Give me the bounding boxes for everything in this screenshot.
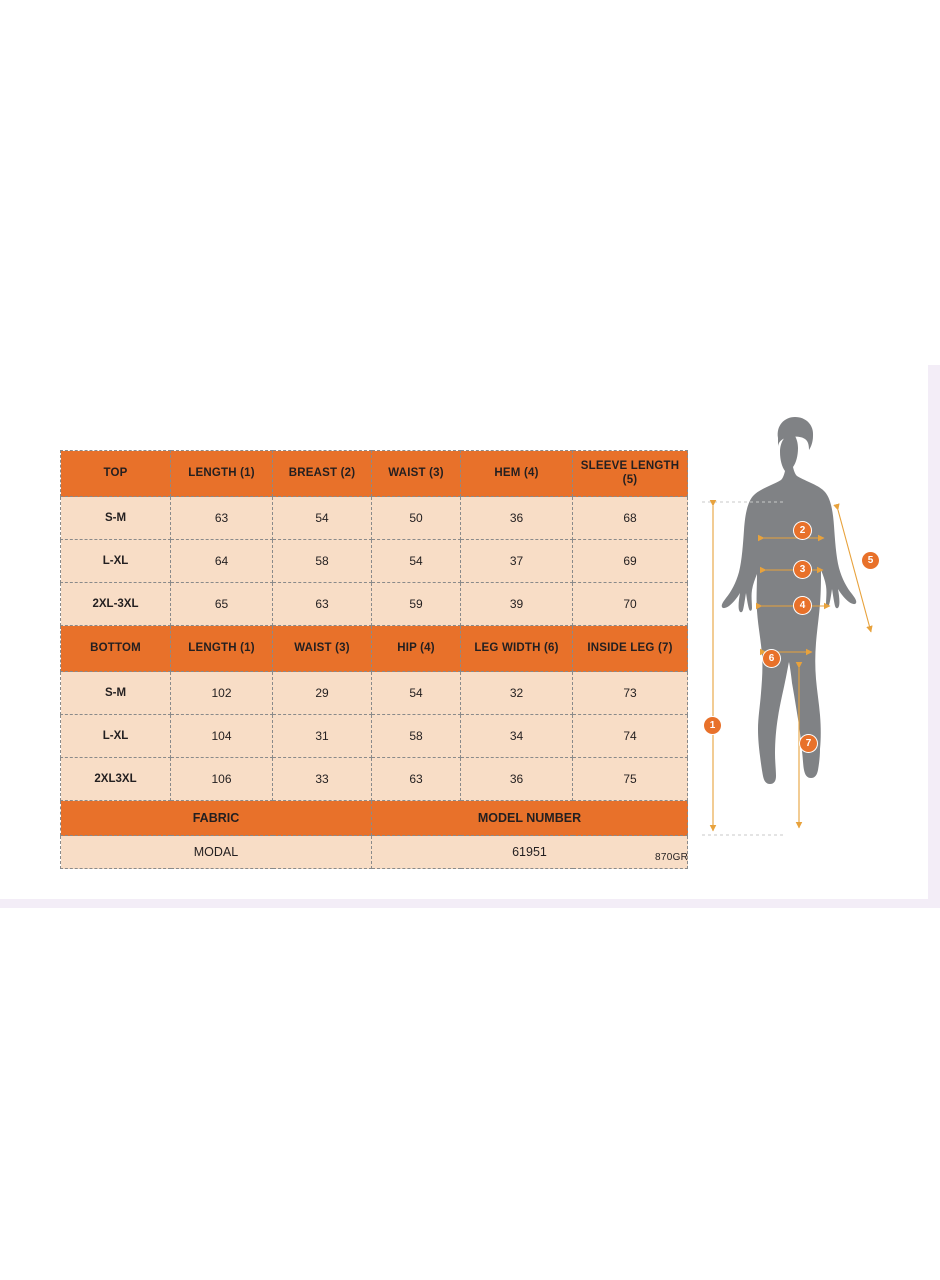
- cell-sleeve-length: 70: [573, 583, 688, 626]
- marker-badge-5: 5: [862, 552, 879, 569]
- cell-inside-leg: 74: [573, 715, 688, 758]
- cell-sleeve-length: 68: [573, 497, 688, 540]
- cell-waist: 50: [372, 497, 461, 540]
- cell-leg-width: 32: [461, 672, 573, 715]
- table-row: [61, 672, 688, 715]
- cell-hip: 63: [372, 758, 461, 801]
- table-row: [61, 715, 688, 758]
- bottom-header-row: [61, 626, 688, 672]
- cell-length: 102: [171, 672, 273, 715]
- marker-badge-6: 6: [763, 650, 780, 667]
- cell-breast: 54: [273, 497, 372, 540]
- cell-waist: 31: [273, 715, 372, 758]
- cell-waist: 59: [372, 583, 461, 626]
- card-bottom-edge: [0, 899, 940, 908]
- fabric-header-row: [61, 801, 688, 836]
- top-header-cell-2: BREAST (2): [273, 451, 372, 497]
- table-row: [61, 758, 688, 801]
- cell-inside-leg: 75: [573, 758, 688, 801]
- top-header-cell-3: WAIST (3): [372, 451, 461, 497]
- size-table-wrapper: [60, 450, 687, 869]
- bottom-header-cell-3: HIP (4): [372, 626, 461, 672]
- marker-badge-3: 3: [794, 561, 811, 578]
- top-header-cell-1: LENGTH (1): [171, 451, 273, 497]
- cell-hip: 58: [372, 715, 461, 758]
- cell-inside-leg: 73: [573, 672, 688, 715]
- row-size-label: L-XL: [61, 540, 171, 583]
- marker-badge-2: 2: [794, 522, 811, 539]
- cell-hem: 37: [461, 540, 573, 583]
- fabric-value: MODAL: [61, 836, 372, 869]
- model-number-header-label: MODEL NUMBER: [372, 801, 688, 836]
- page-bottom-band: [0, 905, 940, 1280]
- size-table: [60, 450, 688, 869]
- female-body-silhouette: [722, 417, 857, 784]
- bottom-header-cell-5: INSIDE LEG (7): [573, 626, 688, 672]
- card-right-edge: [928, 365, 940, 899]
- fabric-value-row: [61, 836, 688, 869]
- model-number-value: 61951: [372, 836, 688, 869]
- top-header-cell-0: TOP: [61, 451, 171, 497]
- bottom-header-cell-1: LENGTH (1): [171, 626, 273, 672]
- row-size-label: 2XL-3XL: [61, 583, 171, 626]
- bottom-header-cell-0: BOTTOM: [61, 626, 171, 672]
- row-size-label: 2XL3XL: [61, 758, 171, 801]
- product-code-label: 870GR: [655, 852, 689, 863]
- cell-hem: 36: [461, 497, 573, 540]
- top-header-cell-5: SLEEVE LENGTH (5): [573, 451, 688, 497]
- marker-badge-1: 1: [704, 717, 721, 734]
- cell-length: 63: [171, 497, 273, 540]
- cell-length: 106: [171, 758, 273, 801]
- table-row: [61, 583, 688, 626]
- cell-length: 104: [171, 715, 273, 758]
- cell-leg-width: 34: [461, 715, 573, 758]
- cell-waist: 54: [372, 540, 461, 583]
- marker-badge-4: 4: [794, 597, 811, 614]
- table-row: [61, 540, 688, 583]
- cell-waist: 29: [273, 672, 372, 715]
- bottom-header-cell-4: LEG WIDTH (6): [461, 626, 573, 672]
- cell-length: 65: [171, 583, 273, 626]
- page-top-band: [0, 0, 940, 365]
- row-size-label: S-M: [61, 497, 171, 540]
- top-header-row: [61, 451, 688, 497]
- cell-sleeve-length: 69: [573, 540, 688, 583]
- cell-hem: 39: [461, 583, 573, 626]
- row-size-label: L-XL: [61, 715, 171, 758]
- fabric-header-label: FABRIC: [61, 801, 372, 836]
- cell-breast: 63: [273, 583, 372, 626]
- measurement-figure: [690, 410, 920, 880]
- cell-leg-width: 36: [461, 758, 573, 801]
- row-size-label: S-M: [61, 672, 171, 715]
- top-header-cell-4: HEM (4): [461, 451, 573, 497]
- cell-waist: 33: [273, 758, 372, 801]
- marker-badge-7: 7: [800, 735, 817, 752]
- cell-breast: 58: [273, 540, 372, 583]
- table-row: [61, 497, 688, 540]
- cell-hip: 54: [372, 672, 461, 715]
- bottom-header-cell-2: WAIST (3): [273, 626, 372, 672]
- cell-length: 64: [171, 540, 273, 583]
